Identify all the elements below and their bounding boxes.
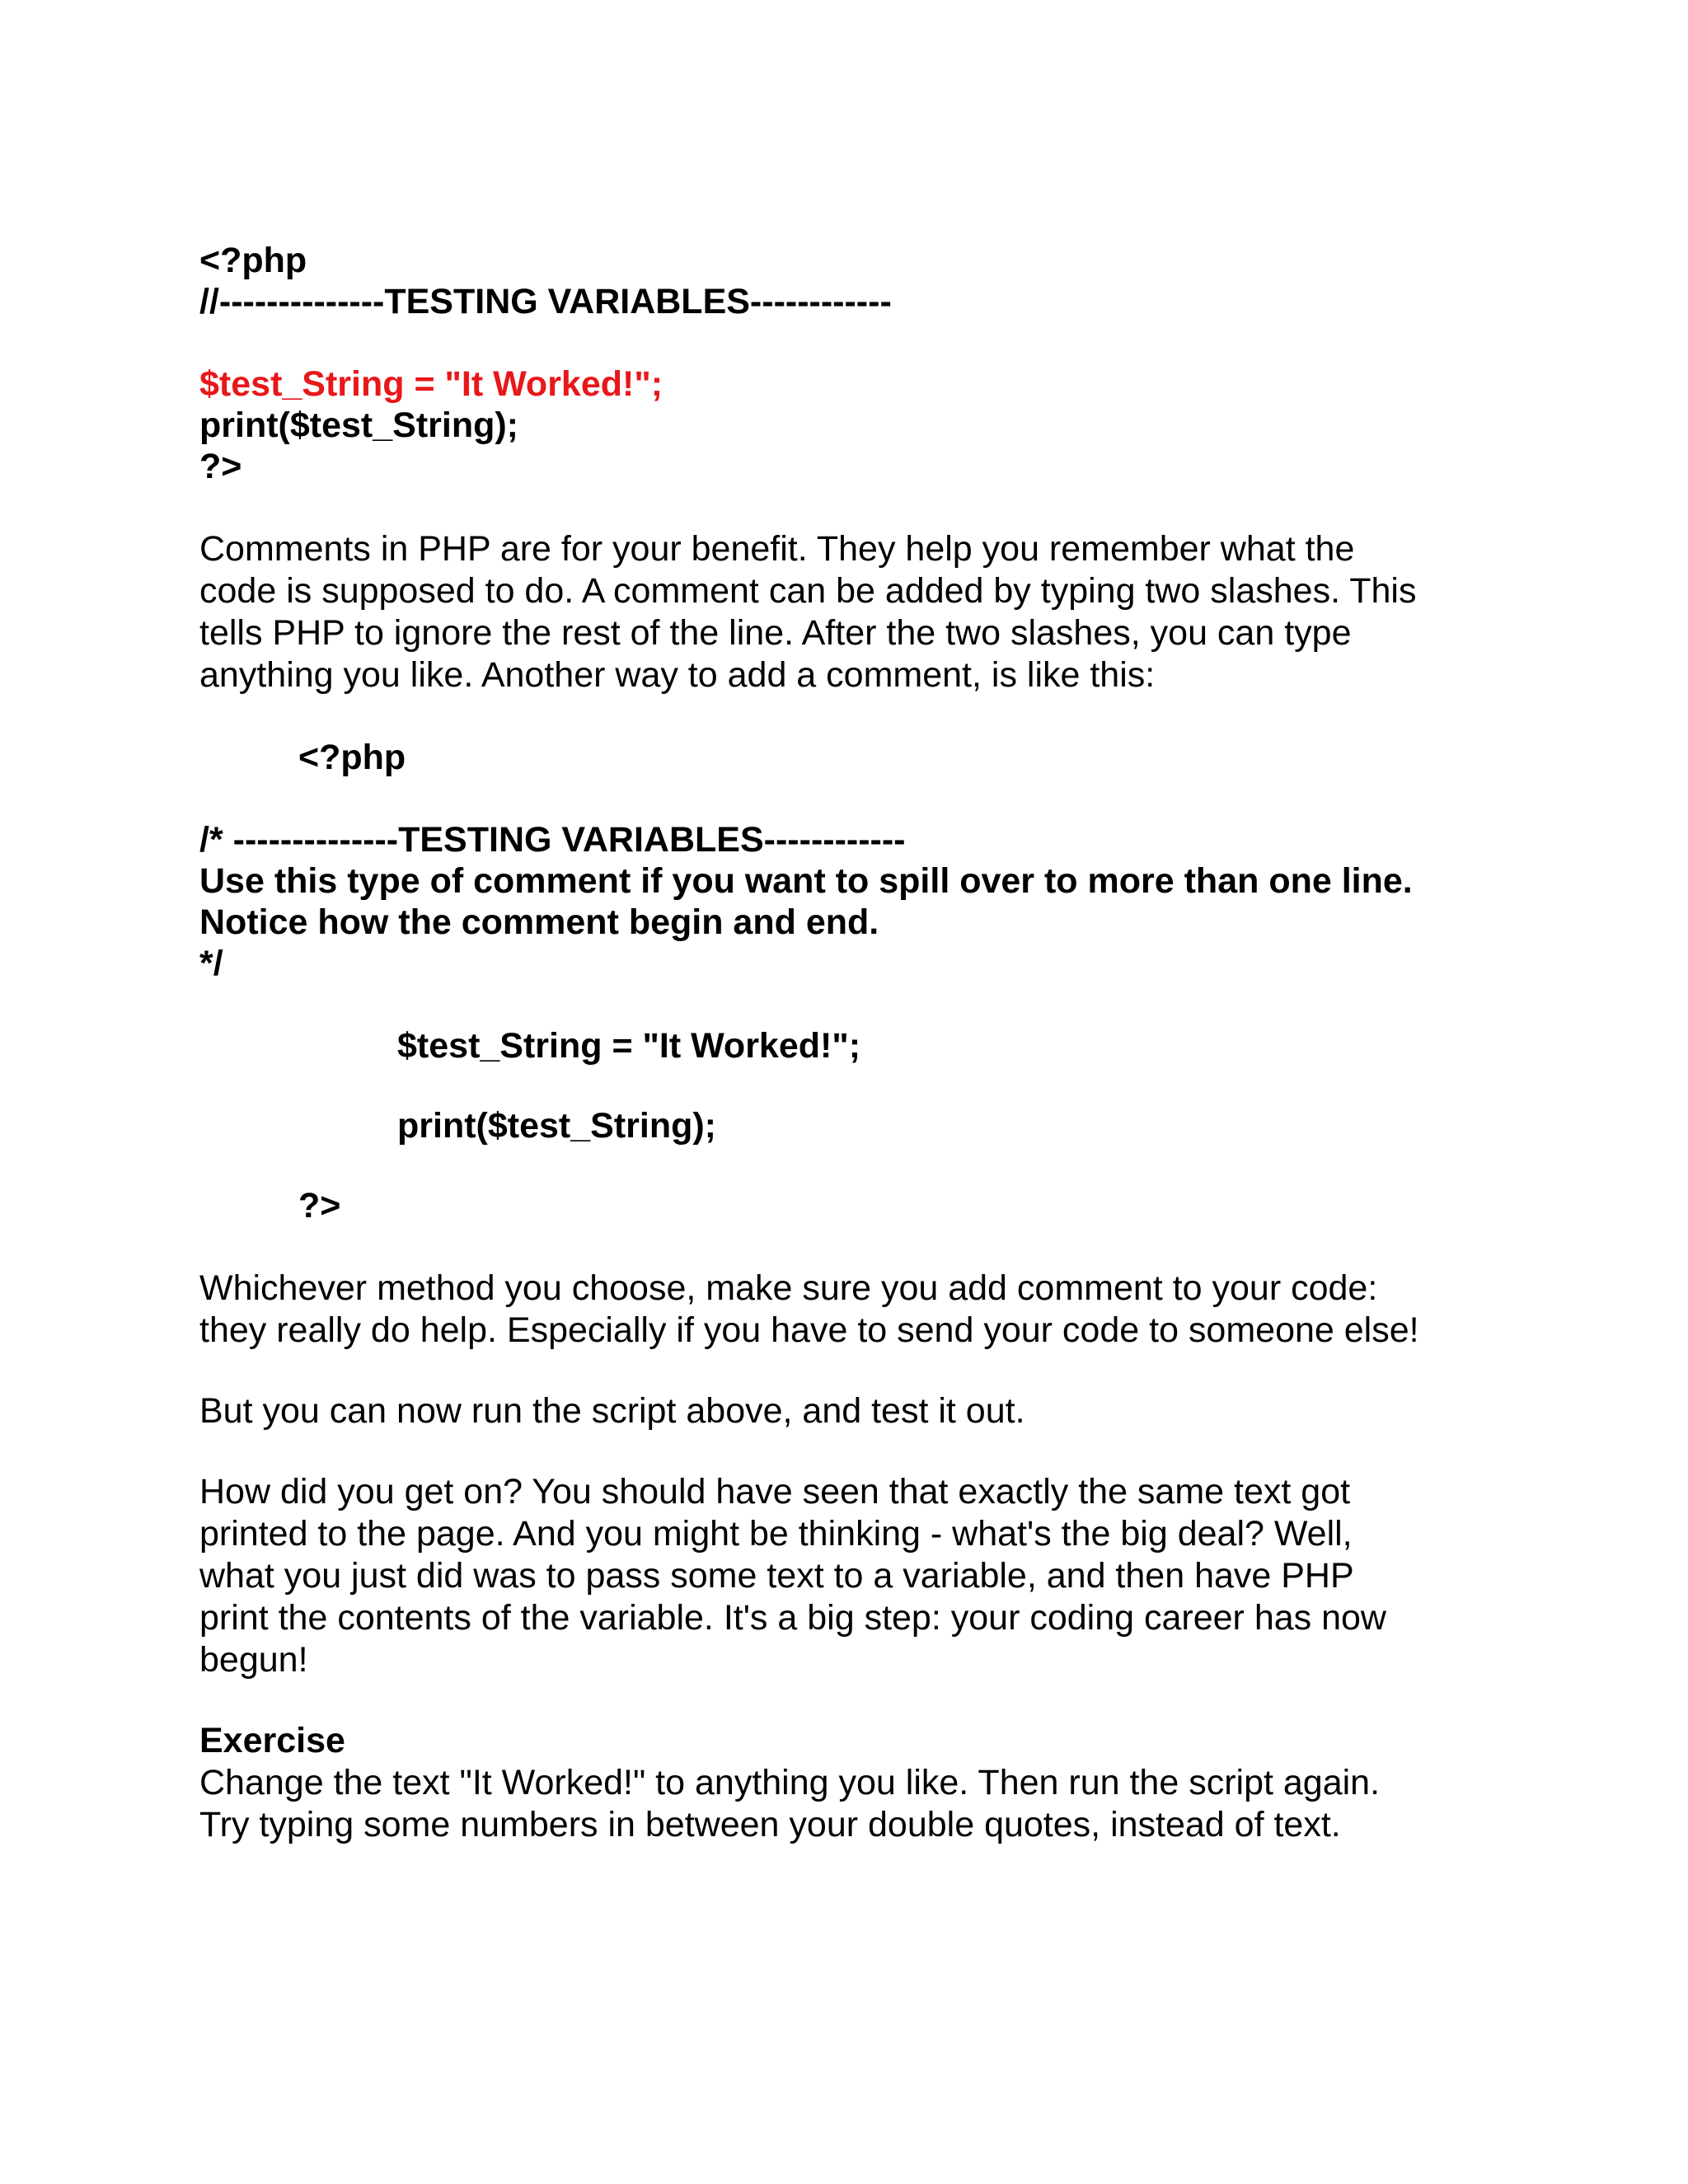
paragraph-line: code is supposed to do. A comment can be added by typing two slashes. This — [199, 571, 1417, 611]
php-line-comment: //--------------TESTING VARIABLES------------ — [199, 282, 892, 321]
print-statement: print($test_String); — [397, 1106, 716, 1146]
paragraph-line: tells PHP to ignore the rest of the line. After the two slashes, you can type — [199, 613, 1352, 653]
paragraph-line: what you just did was to pass some text to a variable, and then have PHP — [199, 1556, 1354, 1596]
block-comment-end: */ — [199, 944, 223, 983]
print-statement: print($test_String); — [199, 405, 518, 445]
php-close-tag: ?> — [199, 447, 242, 486]
paragraph-line: Whichever method you choose, make sure you add comment to your code: — [199, 1268, 1378, 1308]
paragraph-line: anything you like. Another way to add a comment, is like this: — [199, 655, 1156, 695]
paragraph-line: they really do help. Especially if you have to send your code to someone else! — [199, 1310, 1419, 1350]
exercise-line: Try typing some numbers in between your double quotes, instead of text. — [199, 1805, 1341, 1844]
block-comment-line: Notice how the comment begin and end. — [199, 902, 879, 942]
exercise-line: Change the text "It Worked!" to anything you like. Then run the script again. — [199, 1763, 1381, 1802]
paragraph-line: printed to the page. And you might be thinking - what's the big deal? Well, — [199, 1514, 1353, 1554]
paragraph-line: How did you get on? You should have seen that exactly the same text got — [199, 1472, 1351, 1511]
exercise-heading: Exercise — [199, 1721, 345, 1760]
php-close-tag: ?> — [298, 1186, 341, 1226]
paragraph-line: Comments in PHP are for your benefit. They help you remember what the — [199, 529, 1355, 569]
paragraph-line: print the contents of the variable. It's a big step: your coding career has now — [199, 1598, 1386, 1638]
paragraph-line: begun! — [199, 1640, 308, 1680]
block-comment-line: Use this type of comment if you want to spill over to more than one line. — [199, 861, 1413, 901]
paragraph-line: But you can now run the script above, and test it out. — [199, 1391, 1025, 1431]
highlighted-assignment: $test_String = "It Worked!"; — [199, 364, 663, 404]
php-open-tag: <?php — [298, 738, 406, 777]
assignment-statement: $test_String = "It Worked!"; — [397, 1026, 861, 1066]
block-comment-start: /* --------------TESTING VARIABLES------------ — [199, 820, 906, 860]
php-open-tag: <?php — [199, 241, 307, 280]
